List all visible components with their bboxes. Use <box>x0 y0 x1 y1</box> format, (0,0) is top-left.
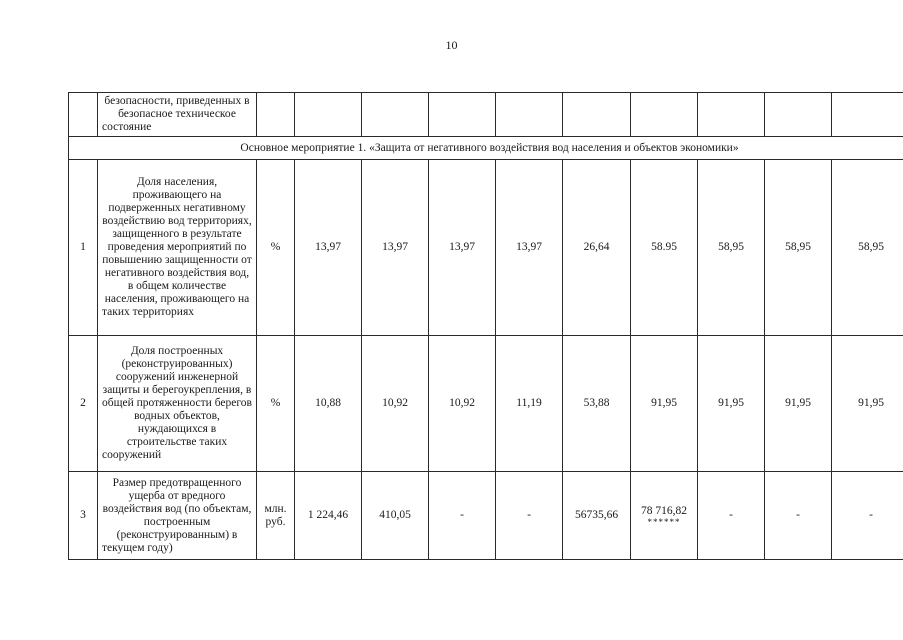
value-cell: 58,95 <box>698 160 765 336</box>
value-cell: 91,95 <box>832 336 903 472</box>
value-cell: 91,95 <box>765 336 832 472</box>
value-text: 78 716,82 <box>641 504 687 517</box>
value-cell: 1 224,46 <box>295 472 362 560</box>
value-cell: 53,88 <box>563 336 631 472</box>
indicators-table <box>68 92 903 560</box>
value-cell-with-footnote <box>631 472 698 560</box>
value-cell <box>362 93 429 137</box>
row-number: 1 <box>69 160 98 336</box>
value-cell: 56735,66 <box>563 472 631 560</box>
section-title: Основное мероприятие 1. «Защита от негативного воздействия вод населения и объектов экономики» <box>69 137 903 160</box>
value-cell: 10,92 <box>429 336 496 472</box>
value-cell: - <box>698 472 765 560</box>
value-cell: 13,97 <box>295 160 362 336</box>
value-cell: 58.95 <box>631 160 698 336</box>
row-number: 3 <box>69 472 98 560</box>
value-cell: - <box>429 472 496 560</box>
footnote-mark: ****** <box>647 516 681 527</box>
value-cell: 11,19 <box>496 336 563 472</box>
section-header-row <box>69 137 903 160</box>
value-cell: - <box>496 472 563 560</box>
value-cell <box>563 93 631 137</box>
unit-cell: млн. руб. <box>257 472 295 560</box>
unit-cell: % <box>257 336 295 472</box>
table-row-continued <box>69 93 903 137</box>
row-number: 2 <box>69 336 98 472</box>
table-row <box>69 472 903 560</box>
indicator-description: Доля построенных (реконструированных) сооружений инженерной защиты и берегоукрепления, в общей протяженности берегов водных объектов, нуждающихся в строительстве таких сооружений <box>98 336 257 472</box>
value-cell: 13,97 <box>429 160 496 336</box>
value-cell <box>496 93 563 137</box>
value-cell: 26,64 <box>563 160 631 336</box>
value-cell: 91,95 <box>631 336 698 472</box>
value-cell: 10,92 <box>362 336 429 472</box>
unit-cell <box>257 93 295 137</box>
value-cell <box>698 93 765 137</box>
value-cell <box>631 93 698 137</box>
unit-cell: % <box>257 160 295 336</box>
value-cell <box>429 93 496 137</box>
value-cell: - <box>765 472 832 560</box>
value-cell: 10,88 <box>295 336 362 472</box>
table-row <box>69 160 903 336</box>
value-cell <box>832 93 903 137</box>
indicator-description: Доля населения, проживающего на подверженных негативному воздействию вод территориях, защищенного в результате проведения мероприятий по повышению защищенности от негативного воздействия вод, в общем количестве населения, проживающего на таких территориях <box>98 160 257 336</box>
value-cell: 13,97 <box>362 160 429 336</box>
page-number: 10 <box>445 38 458 52</box>
table-row <box>69 336 903 472</box>
indicator-description: Размер предотвращенного ущерба от вредного воздействия вод (по объектам, построенным (реконструированным) в текущем году) <box>98 472 257 560</box>
value-cell: 58,95 <box>765 160 832 336</box>
value-cell: 91,95 <box>698 336 765 472</box>
value-cell: - <box>832 472 903 560</box>
row-number-cell <box>69 93 98 137</box>
value-cell: 58,95 <box>832 160 903 336</box>
value-cell: 13,97 <box>496 160 563 336</box>
indicator-description: безопасности, приведенных в безопасное техническое состояние <box>98 93 257 137</box>
value-cell <box>295 93 362 137</box>
value-cell: 410,05 <box>362 472 429 560</box>
value-cell <box>765 93 832 137</box>
